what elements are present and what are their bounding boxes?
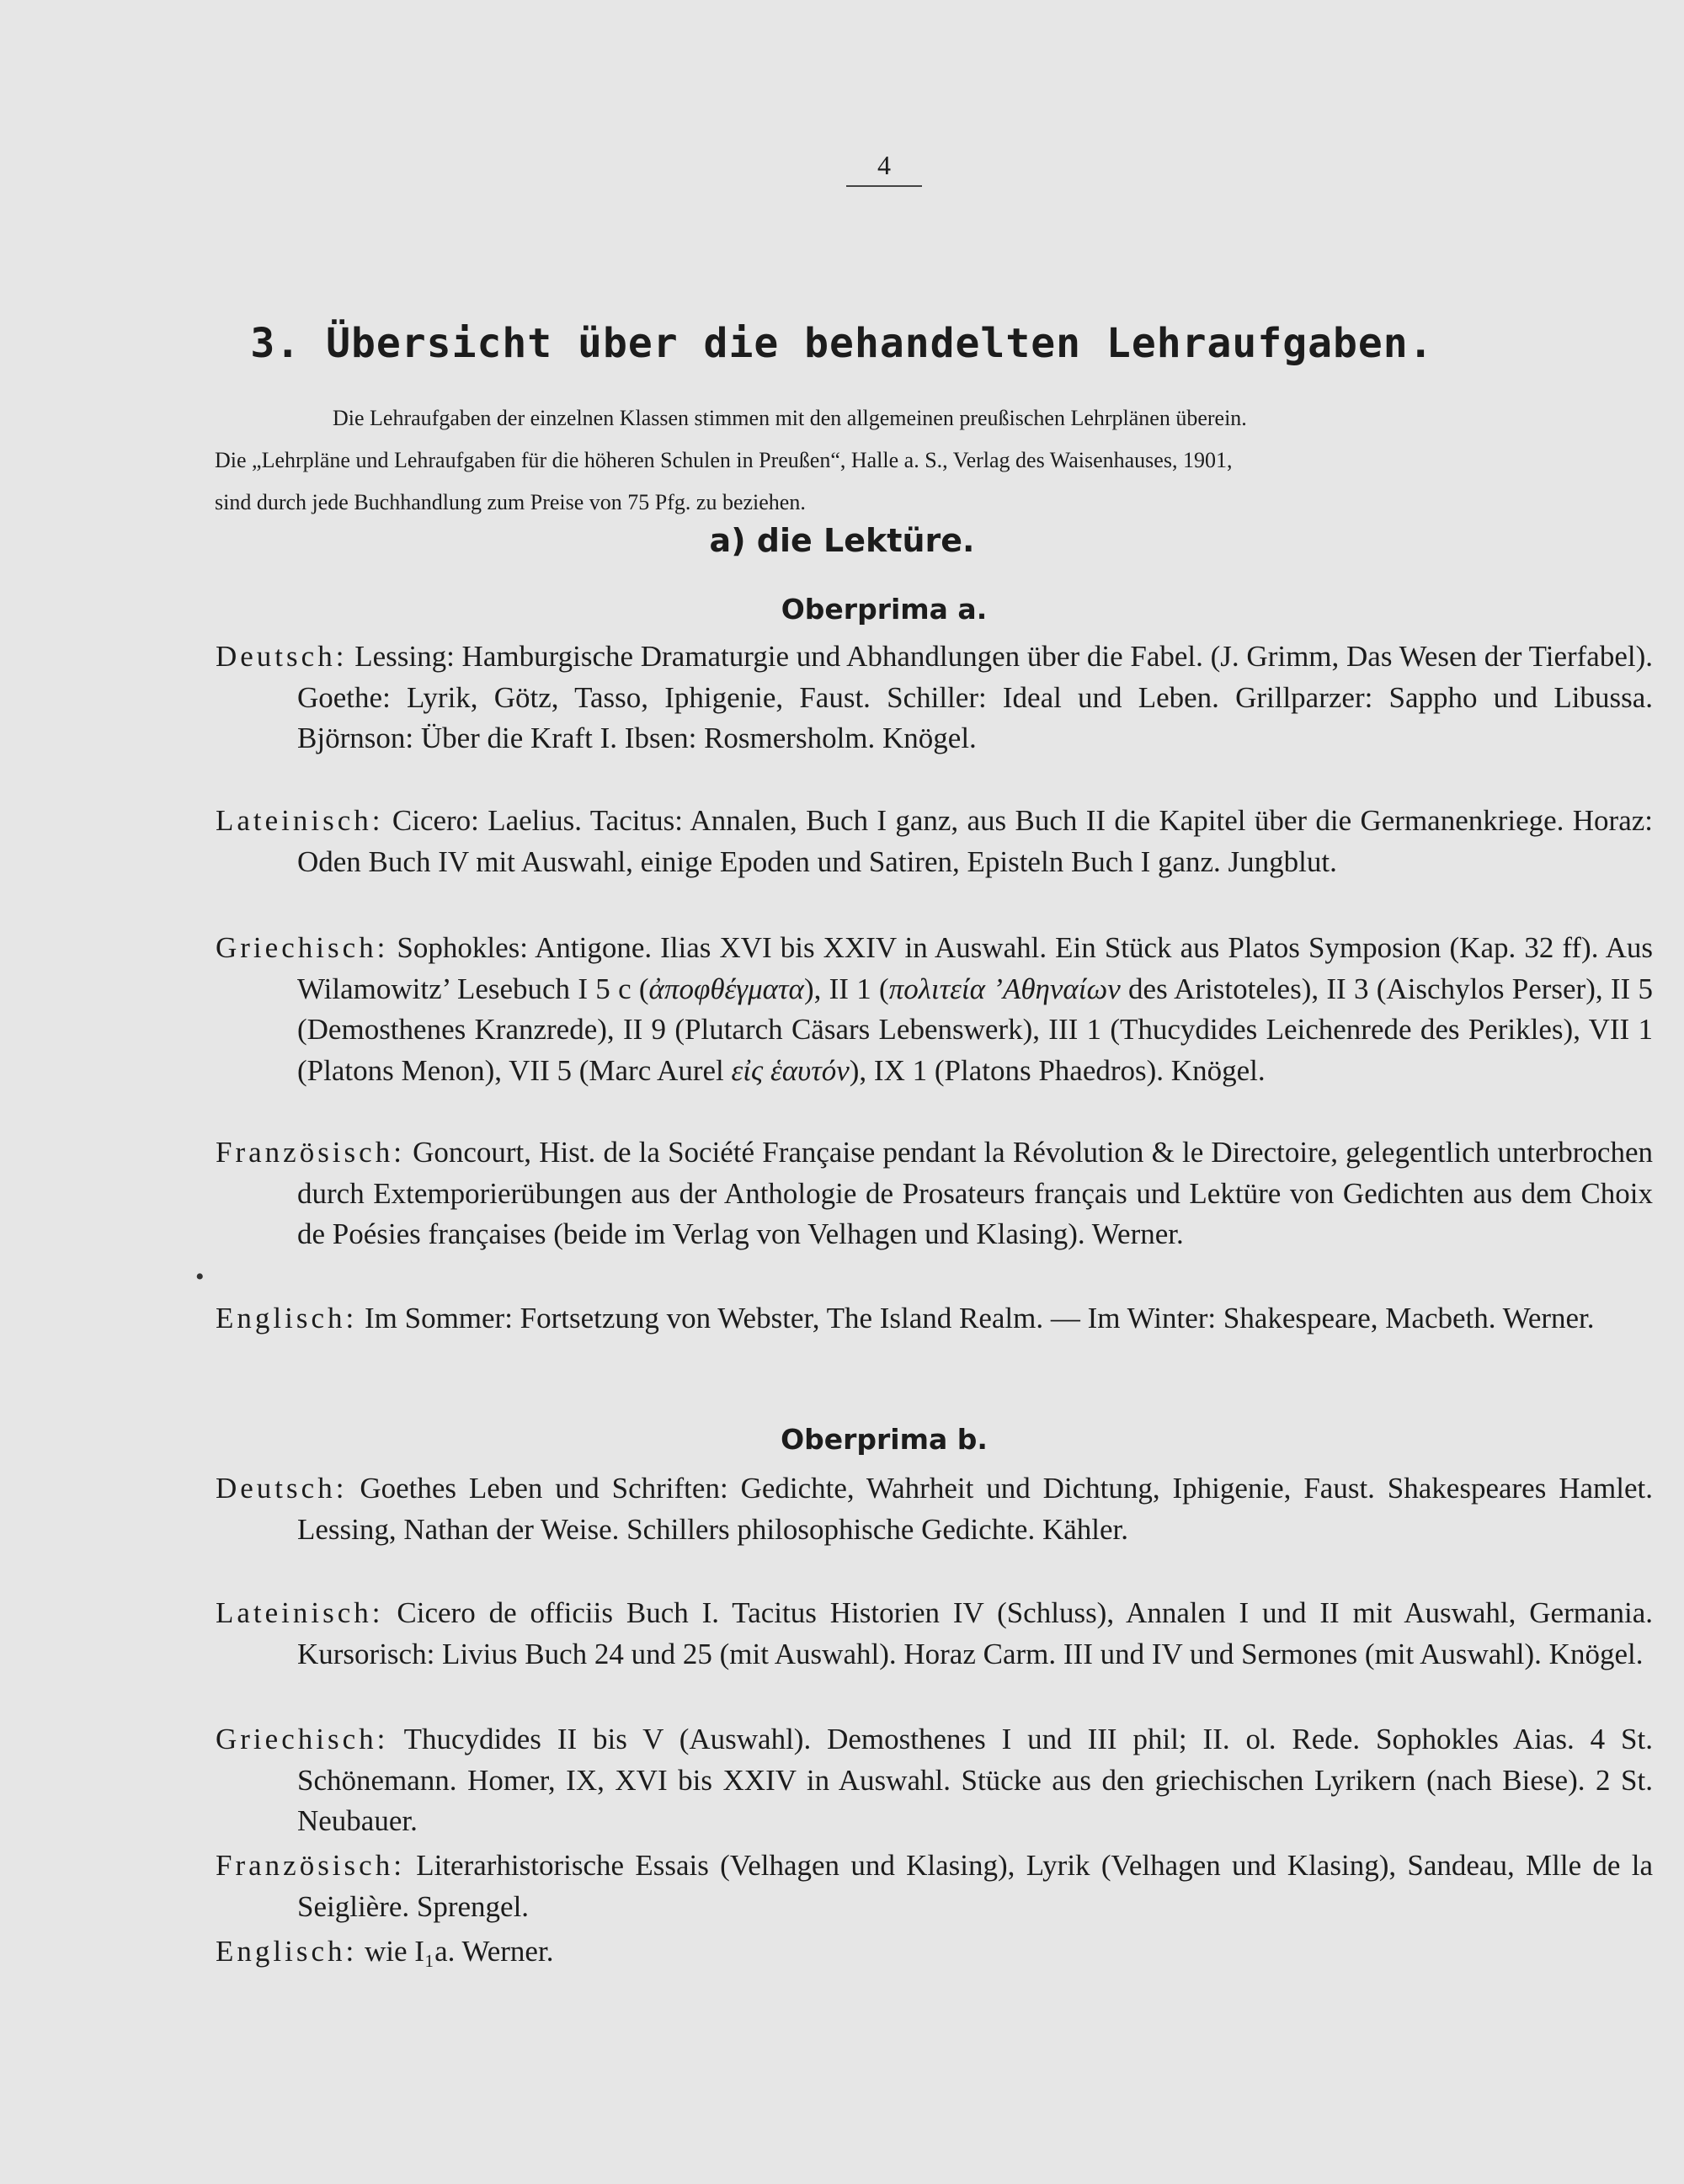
class-heading-oberprima-b: Oberprima b. (781, 1423, 988, 1456)
subject-text: wie I₁a. Werner. (364, 1935, 554, 1968)
subject-text: Lessing: Hamburgische Dramaturgie und Abhandlungen über die Fabel. (J. Grimm, Das Wesen der Tierfabel). Goethe: Lyrik, Götz, Tasso, Iphigenie, Faust. Schiller: Ideal und Leben. Grillparzer: Sappho und Libussa. Björnson: Über die Kraft I. Ibsen: Rosmersholm. Knögel. (297, 640, 1654, 755)
subject-text: des Aristoteles), II 3 (Aischylos Perser), II 5 (Demosthenes Kranzrede), II 9 (Plutarch Cäsars Lebenswerk), III 1 (Thucydides Leichenrede des Perikles), VII 1 (Platons Menon), VII 5 (Marc Aurel (297, 972, 1653, 1088)
subject-a-lateinisch (216, 801, 1653, 882)
subject-label: Deutsch: (216, 1472, 348, 1505)
subject-text: Im Sommer: Fortsetzung von Webster, The Island Realm. — Im Winter: Shakespeare, Macbeth. Werner. (364, 1302, 1595, 1334)
section-title: 3. Übersicht über die behandelten Lehraufgaben. (250, 320, 1434, 367)
subject-label: Lateinisch: (216, 1596, 384, 1629)
page-number: 4 (877, 150, 891, 180)
subject-label: Lateinisch: (216, 804, 384, 837)
greek-phrase: εἰς ἑαυτόν (731, 1054, 850, 1088)
subject-label: Deutsch: (216, 640, 348, 673)
subject-label: Englisch: (216, 1302, 358, 1334)
class-heading-oberprima-a: Oberprima a. (781, 593, 988, 626)
subject-text: Cicero de officiis Buch I. Tacitus Historien IV (Schluss), Annalen I und II mit Auswahl, Germania. Kursorisch: Livius Buch 24 und 25 (mit Auswahl). Horaz Carm. III und IV und Sermones (mit Auswahl). Knögel. (297, 1596, 1654, 1670)
intro-line: sind durch jede Buchhandlung zum Preise von 75 Pfg. zu beziehen. (215, 490, 806, 514)
subject-b-griechisch (216, 1719, 1653, 1842)
subject-label: Französisch: (216, 1849, 405, 1882)
page-number-rule (846, 185, 922, 187)
subject-label: Griechisch: (216, 931, 389, 964)
subject-text: Literarhistorische Essais (Velhagen und Klasing), Lyrik (Velhagen und Klasing), Sandeau, Mlle de la Seiglière. Sprengel. (297, 1849, 1653, 1923)
subject-text: Sophokles: Antigone. Ilias XVI bis XXIV in Auswahl. Ein Stück aus Platos Symposion (Kap. 32 ff). Aus Wilamowitz’ Lesebuch I 5 c ( (297, 931, 1653, 1005)
subject-text: Thucydides II bis V (Auswahl). Demosthenes I und III phil; II. ol. Rede. Sophokles Aias. 4 St. Schönemann. Homer, IX, XVI bis XXIV in Auswahl. Stücke aus den griechischen Lyrikern (nach Biese). 2 St. Neubauer. (297, 1723, 1653, 1838)
subject-b-deutsch (216, 1468, 1653, 1550)
subject-label: Französisch: (216, 1136, 405, 1169)
lektuere-subtitle: a) die Lektüre. (709, 522, 975, 559)
subject-b-englisch (216, 1931, 1653, 1973)
subject-a-deutsch (216, 637, 1653, 759)
intro-line: Die Lehraufgaben der einzelnen Klassen stimmen mit den allgemeinen preußischen Lehrplänen überein. (333, 406, 1247, 430)
subject-text: Goncourt, Hist. de la Société Française pendant la Révolution & le Directoire, gelegentlich unterbrochen durch Extemporierübungen aus der Anthologie de Prosateurs français und Lektüre von Gedichten aus dem Choix de Poésies françaises (beide im Verlag von Velhagen und Klasing). Werner. (297, 1136, 1654, 1251)
subject-a-englisch (216, 1298, 1653, 1340)
greek-phrase: ἀποφθέγματα (648, 972, 804, 1005)
subject-a-franzoesisch (216, 1132, 1653, 1255)
subject-text: ), II 1 ( (803, 972, 889, 1005)
subject-a-griechisch (216, 928, 1653, 1092)
intro-paragraph (215, 397, 1562, 524)
subject-b-lateinisch (216, 1593, 1653, 1675)
greek-phrase: πολιτεία ’Αθηναίων (888, 972, 1121, 1005)
subject-label: Englisch: (216, 1935, 358, 1968)
subject-text: Goethes Leben und Schriften: Gedichte, Wahrheit und Dichtung, Iphigenie, Faust. Shakespeares Hamlet. Lessing, Nathan der Weise. Schillers philosophische Gedichte. Kähler. (297, 1472, 1654, 1546)
subject-text: Cicero: Laelius. Tacitus: Annalen, Buch I ganz, aus Buch II die Kapitel über die Germanenkriege. Horaz: Oden Buch IV mit Auswahl, einige Epoden und Satiren, Episteln Buch I ganz. Jungblut. (297, 804, 1654, 878)
subject-text: ), IX 1 (Platons Phaedros). Knögel. (849, 1054, 1266, 1088)
intro-line: Die „Lehrpläne und Lehraufgaben für die höheren Schulen in Preußen“, Halle a. S., Verlag des Waisenhauses, 1901, (215, 448, 1233, 472)
subject-label: Griechisch: (216, 1723, 389, 1755)
subject-b-franzoesisch (216, 1846, 1653, 1927)
margin-dot: • (195, 1263, 205, 1291)
